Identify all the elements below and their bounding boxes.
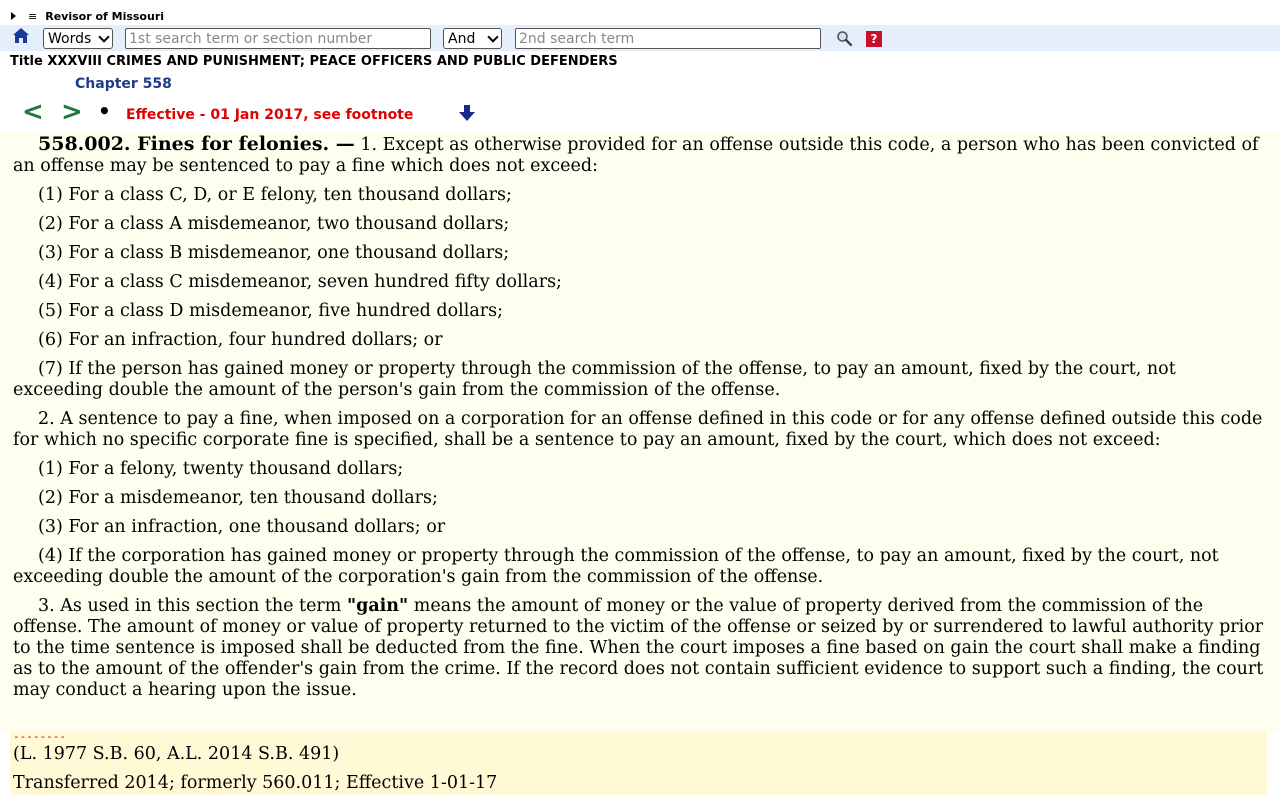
search-term-2-input[interactable] bbox=[515, 28, 821, 49]
subsection-1-item: (3) For a class B misdemeanor, one thousand dollars; bbox=[38, 243, 510, 263]
subsection-2-paragraph: 2. A sentence to pay a fine, when imposed on a corporation for an offense defined in this code or for any offense defined outside this code for which no specific corporate fine is specified, shall be a sentence to pay an amount, fixed by the court, which does not exceed: bbox=[13, 409, 1263, 450]
search-mode-value: Words bbox=[48, 30, 92, 47]
footnote-divider: -------- bbox=[13, 730, 66, 743]
subsection-2-item: (1) For a felony, twenty thousand dollars; bbox=[38, 459, 404, 479]
subsection-2-item: (3) For an infraction, one thousand dollars; or bbox=[38, 517, 446, 537]
chapter-link[interactable]: Chapter 558 bbox=[75, 76, 172, 92]
transfer-line: Transferred 2014; formerly 560.011; Effective 1-01-17 bbox=[13, 773, 498, 793]
chevron-down-icon bbox=[98, 31, 109, 42]
subsection-2-item: (2) For a misdemeanor, ten thousand dollars; bbox=[38, 488, 438, 508]
para3-start: 3. As used in this section the term bbox=[38, 596, 347, 616]
site-header bbox=[8, 9, 164, 23]
site-name: Revisor of Missouri bbox=[45, 9, 165, 23]
chevron-down-icon bbox=[487, 31, 498, 42]
search-mode-select[interactable] bbox=[43, 28, 113, 49]
search-bar bbox=[0, 25, 1280, 51]
section-nav bbox=[22, 98, 622, 128]
title-heading: Title XXXVIII CRIMES AND PUNISHMENT; PEACE OFFICERS AND PUBLIC DEFENDERS bbox=[10, 54, 618, 69]
effective-date-link[interactable]: Effective - 01 Jan 2017, see footnote bbox=[126, 107, 414, 123]
subsection-1-item: (4) For a class C misdemeanor, seven hundred fifty dollars; bbox=[38, 272, 562, 292]
section-intro-paragraph bbox=[13, 134, 1267, 177]
subsection-1-item: (5) For a class D misdemeanor, five hundred dollars; bbox=[38, 301, 504, 321]
history-line: (L. 1977 S.B. 60, A.L. 2014 S.B. 491) bbox=[13, 744, 340, 764]
menu-icon[interactable]: ≡ bbox=[28, 9, 38, 23]
section-intro-text: 1. Except as otherwise provided for an offense outside this code, a person who has been convicted of an offense may be sentenced to pay a fine which does not exceed: bbox=[13, 135, 1259, 176]
search-operator-value: And bbox=[448, 30, 476, 47]
subsection-1-item: (6) For an infraction, four hundred dollars; or bbox=[38, 330, 443, 350]
history-footnote bbox=[10, 731, 1267, 795]
para3-rest: means the amount of money or the value of property derived from the commission of the offense. The amount of money or value of property returned to the victim of the offense or seized by or surrendered to lawful authority prior to the time sentence is imposed shall be deducted from the fine. When the court imposes a fine based on gain the court shall make a finding as to the amount of the offender's gain from the crime. If the record does not contain sufficient evidence to support such a finding, the court may conduct a hearing upon the issue. bbox=[13, 596, 1264, 700]
subsection-1-item: (7) If the person has gained money or property through the commission of the offense, to pay an amount, fixed by the court, not exceeding double the amount of the person's gain from the commission of the offense. bbox=[13, 359, 1176, 400]
search-operator-select[interactable] bbox=[443, 28, 502, 49]
prev-section-button[interactable]: < bbox=[22, 97, 44, 127]
statute-text bbox=[0, 132, 1280, 732]
defined-term: "gain" bbox=[346, 596, 409, 616]
subsection-2-item: (4) If the corporation has gained money or property through the commission of the offense, to pay an amount, fixed by the court, not exceeding double the amount of the corporation's gain from the commission of the offense. bbox=[13, 546, 1219, 587]
section-heading: 558.002. Fines for felonies. — bbox=[38, 133, 355, 155]
subsection-3-paragraph bbox=[13, 596, 1267, 701]
home-icon[interactable] bbox=[12, 27, 30, 45]
expand-triangle-icon[interactable] bbox=[11, 12, 16, 20]
subsection-1-item: (1) For a class C, D, or E felony, ten thousand dollars; bbox=[38, 185, 512, 205]
bullet-marker: • bbox=[98, 99, 111, 123]
magnifier-icon[interactable] bbox=[836, 30, 852, 46]
help-button[interactable]: ? bbox=[866, 31, 882, 47]
down-arrow-icon[interactable] bbox=[458, 104, 476, 122]
search-term-1-input[interactable] bbox=[125, 28, 431, 49]
next-section-button[interactable]: > bbox=[61, 97, 83, 127]
subsection-1-item: (2) For a class A misdemeanor, two thousand dollars; bbox=[38, 214, 510, 234]
